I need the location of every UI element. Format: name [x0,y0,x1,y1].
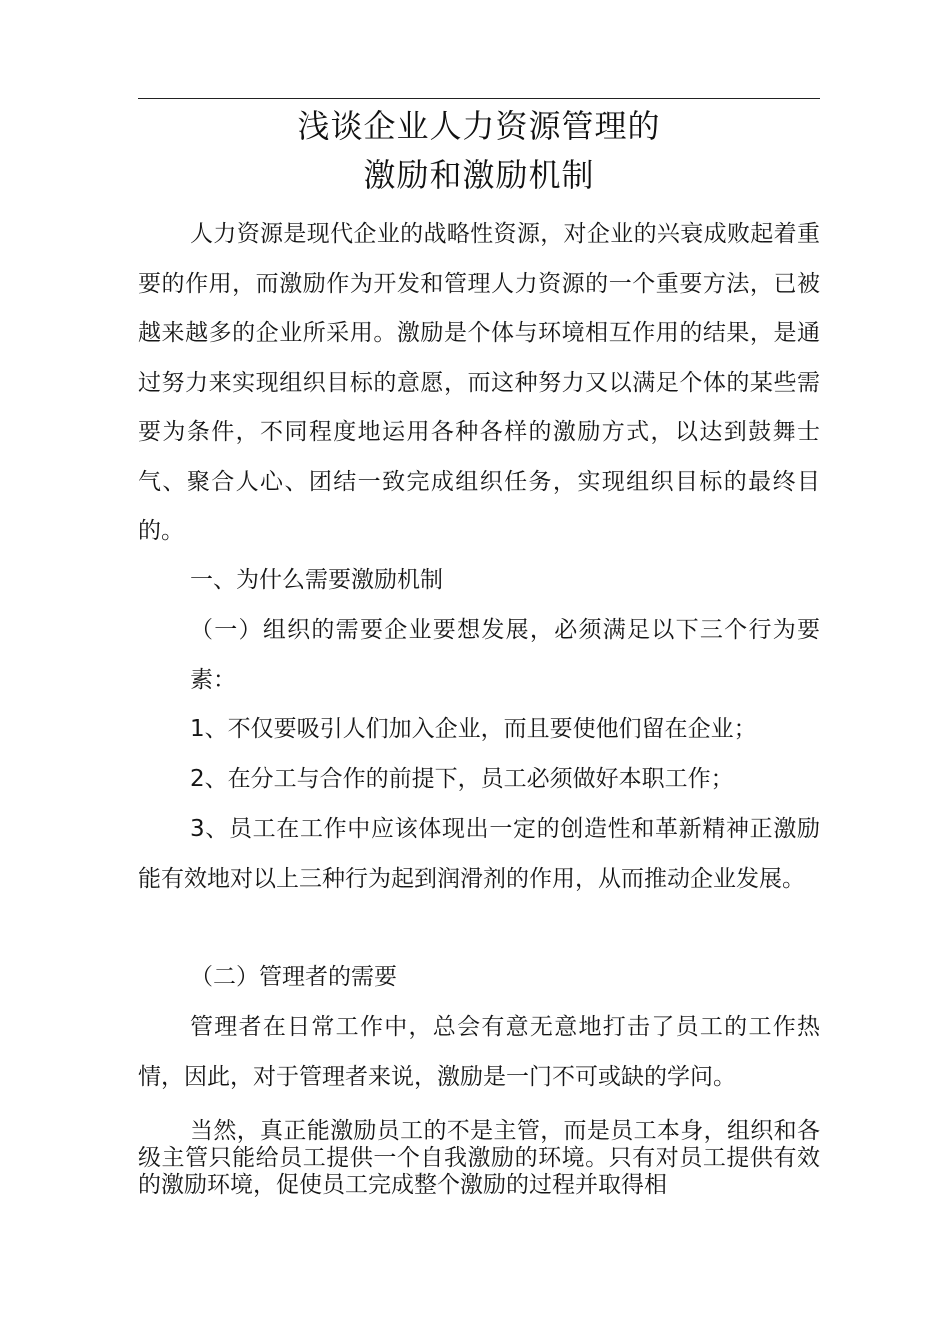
document-title-line-2: 激励和激励机制 [363,156,595,194]
manager-paragraph: 管理者在日常工作中，总会有意无意地打击了员工的工作热情，因此，对于管理者来说，激励是一门不可或缺的学问。 [138,1014,820,1090]
list-item-3: 3、员工在工作中应该体现出一定的创造性和革新精神正激励能有效地对以上三种行为起到润滑剂的作用，从而推动企业发展。 [138,816,820,892]
section-heading-1: 一、为什么需要激励机制 [190,567,443,593]
subsection-heading-2: （二）管理者的需要 [190,964,397,990]
closing-paragraph: 当然，真正能激励员工的不是主管，而是员工本身，组织和各级主管只能给员工提供一个自我激励的环境。只有对员工提供有效的激励环境，促使员工完成整个激励的过程并取得相 [138,1118,820,1198]
list-item-2: 2、在分工与合作的前提下，员工必须做好本职工作； [190,766,734,792]
subsection-heading-1: （一）组织的需要企业要想发展，必须满足以下三个行为要素： [190,617,820,693]
document-title-line-1: 浅谈企业人力资源管理的 [297,107,661,145]
intro-paragraph: 人力资源是现代企业的战略性资源，对企业的兴衰成败起着重要的作用，而激励作为开发和管理人力资源的一个重要方法，已被越来越多的企业所采用。激励是个体与环境相互作用的结果，是通过努力来实现组织目标的意愿，而这种努力又以满足个体的某些需要为条件，不同程度地运用各种各样的激励方式，以达到鼓舞士气、聚合人心、团结一致完成组织任务，实现组织目标的最终目的。 [138,221,820,544]
list-item-1: 1、不仅要吸引人们加入企业，而且要使他们留在企业； [190,716,757,742]
header-rule [138,98,820,99]
